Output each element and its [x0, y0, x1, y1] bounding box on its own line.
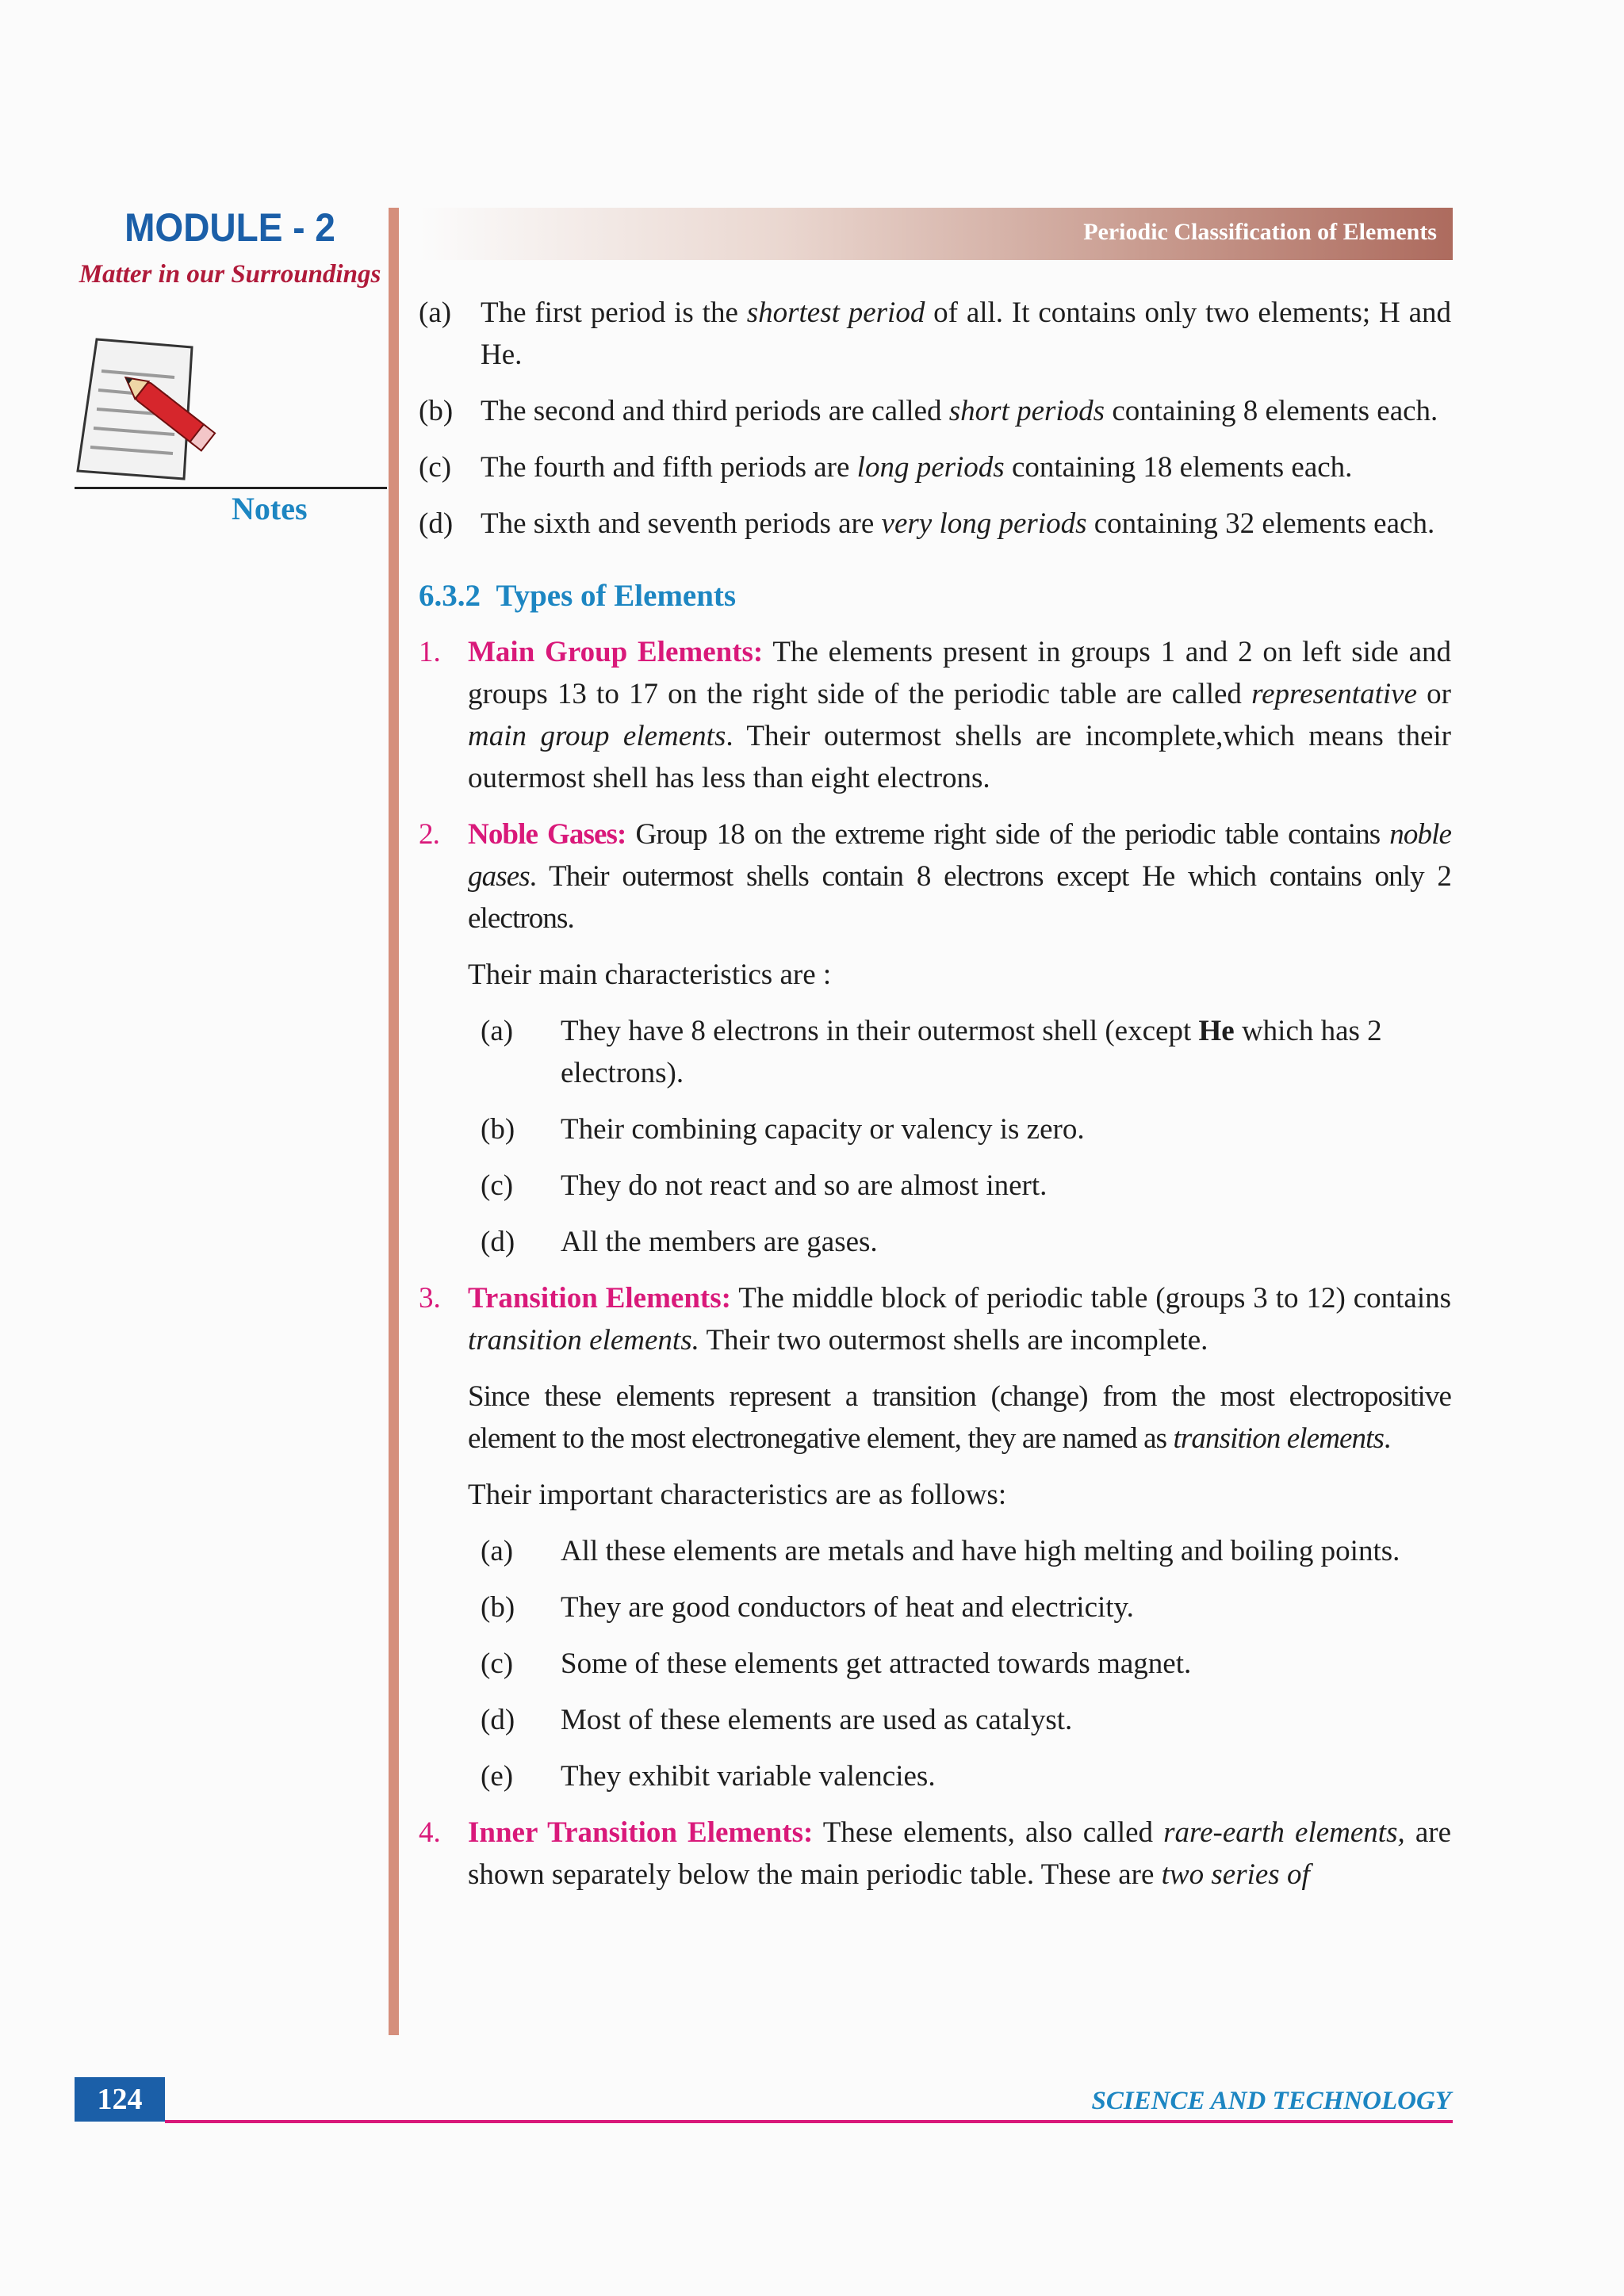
item-label: (a) [481, 1535, 514, 1567]
item-text: All these elements are metals and have high melting and boiling points. [561, 1535, 1400, 1567]
footer-rule [165, 2120, 1453, 2123]
item-label: (b) [419, 395, 454, 427]
item-number: 3. [419, 1282, 441, 1314]
item-text: The elements present in groups 1 and 2 on left side and groups 13 to 17 on the right side of the periodic table are called [468, 636, 1451, 710]
period-item [419, 390, 1451, 432]
item-text: Their two outermost shells are incomplete. [699, 1324, 1208, 1357]
footer-title: SCIENCE AND TECHNOLOGY [1091, 2087, 1451, 2115]
module-subtitle: Matter in our Surroundings [79, 260, 381, 289]
item-text: containing 8 elements each. [1105, 395, 1438, 427]
item-term: transition elements. [468, 1324, 699, 1357]
item-text: Group 18 on the extreme right side of the periodic table contains [626, 818, 1390, 851]
noble-intro: Their main characteristics are : [468, 959, 832, 991]
item-text: They have 8 electrons in their outermost shell (except [561, 1015, 1199, 1047]
noble-char-item [481, 1108, 1451, 1150]
period-item [419, 503, 1451, 545]
item-number: 1. [419, 636, 441, 668]
item-label: (c) [481, 1169, 514, 1202]
item-label: (c) [481, 1647, 514, 1680]
item-text: The fourth and fifth periods are [481, 451, 857, 484]
item-term: transition elements [1173, 1422, 1385, 1455]
item-label: (b) [481, 1591, 515, 1624]
header-band [420, 208, 1453, 260]
inner-transition-item [419, 1812, 1451, 1896]
item-label: (d) [481, 1704, 515, 1736]
item-text: The first period is the [481, 297, 747, 329]
period-item [419, 292, 1451, 376]
item-term: two series of [1161, 1858, 1310, 1891]
period-item [419, 446, 1451, 488]
main-content [419, 292, 1451, 1910]
item-term: noble gases [468, 818, 1451, 893]
section-title: Types of Elements [496, 579, 737, 613]
transition-char-item [481, 1699, 1451, 1741]
page-number: 124 [75, 2077, 165, 2122]
item-text: containing 18 elements each. [1004, 451, 1353, 484]
item-text: Some of these elements get attracted towards magnet. [561, 1647, 1192, 1680]
item-text: The middle block of periodic table (groups 3 to 12) contains [730, 1282, 1451, 1314]
transition-intro: Their important characteristics are as follows: [468, 1479, 1007, 1511]
item-text: or [1417, 678, 1451, 710]
item-term: shortest period [746, 297, 925, 329]
item-label: (e) [481, 1760, 514, 1793]
term-transition: Transition Elements: [468, 1282, 731, 1314]
item-bold: He [1198, 1015, 1235, 1047]
module-title: MODULE - 2 [124, 205, 335, 250]
item-text: They are good conductors of heat and electricity. [561, 1591, 1134, 1624]
term-noble-gases: Noble Gases: [468, 818, 626, 851]
item-text: containing 32 elements each. [1086, 507, 1435, 540]
item-term: short periods [948, 395, 1105, 427]
item-term: main group elements [468, 720, 726, 752]
item-text: . Their outermost shells contain 8 electrons except He which contains only 2 electrons. [468, 860, 1451, 935]
item-label: (d) [481, 1226, 515, 1258]
item-text: of all. It contains only two elements; H and He. [481, 297, 1452, 371]
transition-char-item [481, 1755, 1451, 1797]
item-term: rare-earth elements, [1163, 1816, 1405, 1849]
item-text: They exhibit variable valencies. [561, 1760, 936, 1793]
noble-char-item [481, 1165, 1451, 1207]
item-text: which has 2 electrons). [561, 1015, 1382, 1089]
notes-pencil-icon [73, 323, 239, 491]
chapter-title: Periodic Classification of Elements [1083, 219, 1437, 245]
transition-char-item [481, 1586, 1451, 1628]
section-heading [419, 575, 1451, 617]
item-term: representative [1251, 678, 1417, 710]
item-text: They do not react and so are almost inert. [561, 1169, 1048, 1202]
item-text: Since these elements represent a transition (change) from the most electropositive element to the most electronegative element, they are named as [468, 1380, 1451, 1455]
item-text: . [1384, 1422, 1391, 1455]
transition-item [419, 1277, 1451, 1361]
item-text: . Their outermost shells are incomplete,which means their outermost shell has less than eight electrons. [468, 720, 1451, 794]
item-text: The sixth and seventh periods are [481, 507, 882, 540]
item-text: These elements, also called [813, 1816, 1164, 1849]
item-label: (c) [419, 451, 452, 484]
item-text: are shown separately below the main periodic table. These are [468, 1816, 1451, 1891]
item-text: Their combining capacity or valency is zero. [561, 1113, 1085, 1146]
margin-bar [389, 208, 399, 2035]
noble-gases-item [419, 813, 1451, 939]
item-number: 4. [419, 1816, 441, 1849]
item-text: Most of these elements are used as catalyst. [561, 1704, 1073, 1736]
notes-label: Notes [232, 491, 308, 526]
item-label: (a) [481, 1015, 514, 1047]
item-text: The second and third periods are called [481, 395, 949, 427]
transition-char-item [481, 1530, 1451, 1572]
item-text: All the members are gases. [561, 1226, 878, 1258]
section-number: 6.3.2 [419, 579, 481, 613]
item-label: (b) [481, 1113, 515, 1146]
noble-char-item [481, 1221, 1451, 1263]
notes-divider [75, 487, 387, 489]
item-term: long periods [856, 451, 1005, 484]
item-label: (a) [419, 297, 452, 329]
term-inner-transition: Inner Transition Elements: [468, 1816, 814, 1849]
transition-paragraph [468, 1376, 1451, 1460]
noble-char-item [481, 1010, 1451, 1094]
term-main-group: Main Group Elements: [468, 636, 764, 668]
item-term: very long periods [881, 507, 1087, 540]
item-label: (d) [419, 507, 454, 540]
transition-char-item [481, 1643, 1451, 1685]
main-group-item [419, 631, 1451, 799]
item-number: 2. [419, 818, 439, 851]
